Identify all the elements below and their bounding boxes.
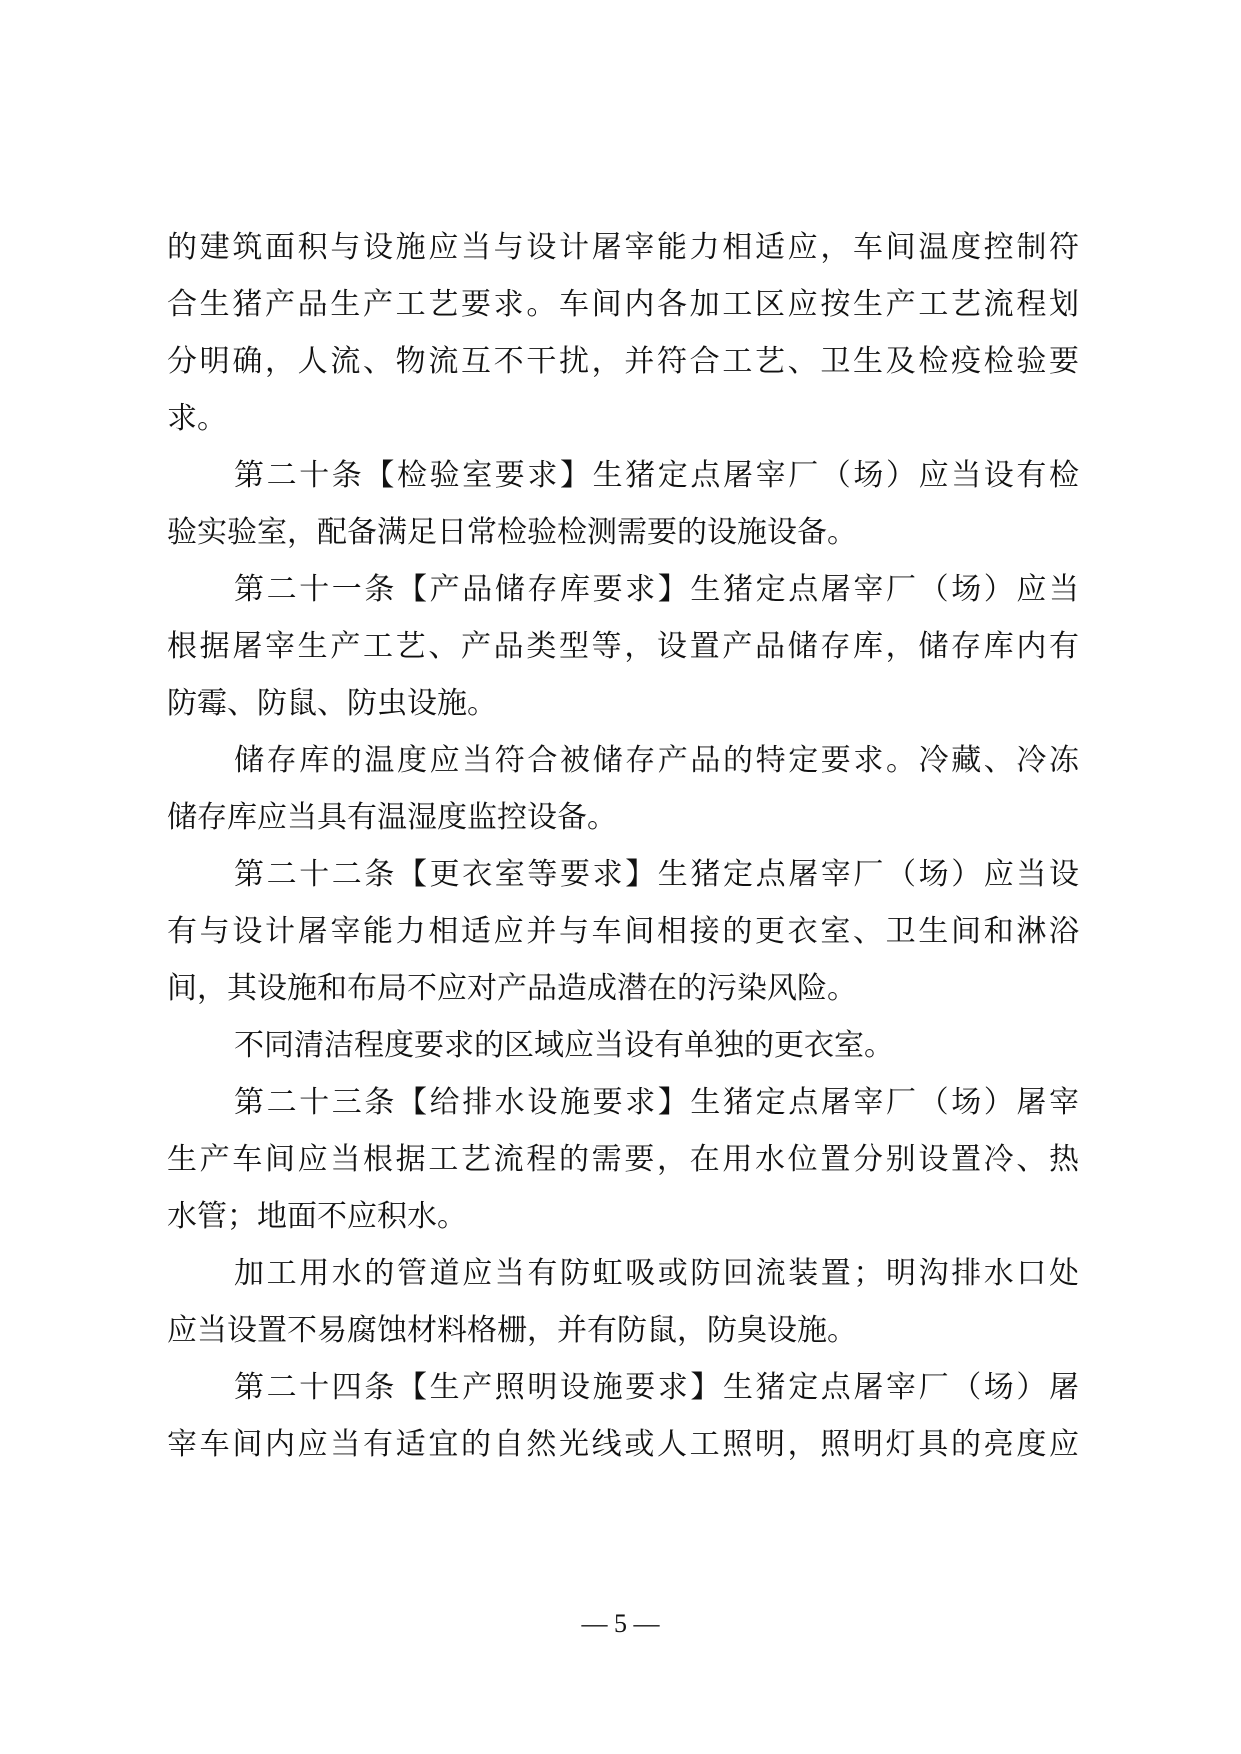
text-line: 验实验室，配备满足日常检验检测需要的设施设备。 bbox=[167, 515, 857, 550]
text-line: 的建筑面积与设施应当与设计屠宰能力相适应，车间温度控制符 bbox=[167, 230, 1079, 265]
article-20-heading-line: 第二十条【检验室要求】生猪定点屠宰厂（场）应当设有检 bbox=[234, 458, 1079, 493]
text-line: 生产车间应当根据工艺流程的需要，在用水位置分别设置冷、热 bbox=[167, 1142, 1079, 1177]
text-line: 合生猪产品生产工艺要求。车间内各加工区应按生产工艺流程划 bbox=[167, 287, 1079, 322]
text-line: 分明确，人流、物流互不干扰，并符合工艺、卫生及检疫检验要 bbox=[167, 344, 1079, 379]
text-line: 应当设置不易腐蚀材料格栅，并有防鼠，防臭设施。 bbox=[167, 1313, 857, 1348]
text-line: 宰车间内应当有适宜的自然光线或人工照明，照明灯具的亮度应 bbox=[167, 1427, 1079, 1462]
text-line: 间，其设施和布局不应对产品造成潜在的污染风险。 bbox=[167, 971, 857, 1006]
paragraph-first-line: 不同清洁程度要求的区域应当设有单独的更衣室。 bbox=[234, 1028, 894, 1063]
text-line: 水管；地面不应积水。 bbox=[167, 1199, 467, 1234]
text-line: 有与设计屠宰能力相适应并与车间相接的更衣室、卫生间和淋浴 bbox=[167, 914, 1079, 949]
article-24-heading-line: 第二十四条【生产照明设施要求】生猪定点屠宰厂（场）屠 bbox=[234, 1370, 1079, 1405]
text-line: 防霉、防鼠、防虫设施。 bbox=[167, 686, 497, 721]
article-22-heading-line: 第二十二条【更衣室等要求】生猪定点屠宰厂（场）应当设 bbox=[234, 857, 1079, 892]
paragraph-first-line: 储存库的温度应当符合被储存产品的特定要求。冷藏、冷冻 bbox=[234, 743, 1079, 778]
text-line: 根据屠宰生产工艺、产品类型等，设置产品储存库，储存库内有 bbox=[167, 629, 1079, 664]
article-21-heading-line: 第二十一条【产品储存库要求】生猪定点屠宰厂（场）应当 bbox=[234, 572, 1079, 607]
text-line: 求。 bbox=[167, 401, 227, 436]
text-line: 储存库应当具有温湿度监控设备。 bbox=[167, 800, 617, 835]
article-23-heading-line: 第二十三条【给排水设施要求】生猪定点屠宰厂（场）屠宰 bbox=[234, 1085, 1079, 1120]
page-number: — 5 — bbox=[581, 1609, 660, 1638]
paragraph-first-line: 加工用水的管道应当有防虹吸或防回流装置；明沟排水口处 bbox=[234, 1256, 1079, 1291]
